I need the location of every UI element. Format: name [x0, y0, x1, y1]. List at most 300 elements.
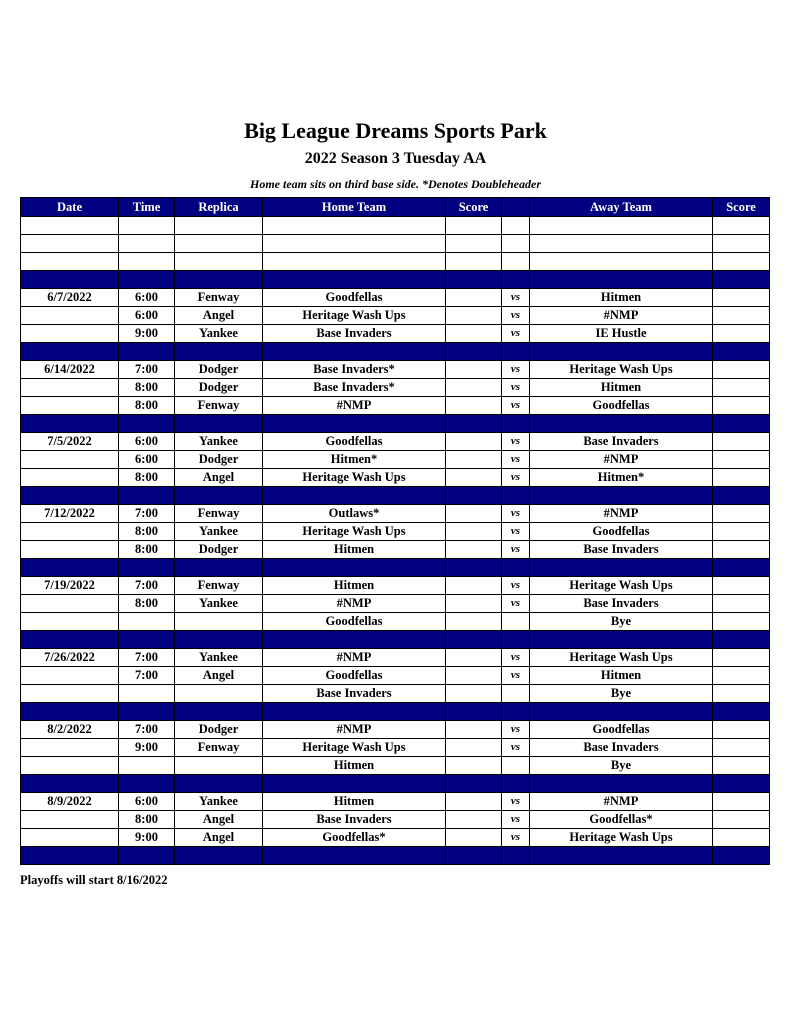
away-score-cell: [713, 271, 770, 289]
column-header-time: Time: [119, 198, 175, 217]
column-header-away-score: Score: [713, 198, 770, 217]
replica-cell: Dodger: [175, 361, 263, 379]
date-cell: [21, 397, 119, 415]
vs-cell: vs: [502, 793, 530, 811]
home-team-cell: [263, 847, 446, 865]
blank-row: [21, 217, 770, 235]
away-team-cell: Goodfellas: [530, 721, 713, 739]
away-score-cell: [713, 469, 770, 487]
away-team-cell: #NMP: [530, 307, 713, 325]
game-row: [21, 541, 770, 559]
replica-cell: Fenway: [175, 397, 263, 415]
home-team-cell: Hitmen*: [263, 451, 446, 469]
away-team-cell: Hitmen: [530, 667, 713, 685]
replica-cell: Yankee: [175, 649, 263, 667]
replica-cell: [175, 757, 263, 775]
home-score-cell: [446, 217, 502, 235]
replica-cell: Fenway: [175, 739, 263, 757]
away-team-cell: [530, 415, 713, 433]
home-team-cell: [263, 631, 446, 649]
date-cell: [21, 487, 119, 505]
home-team-cell: Base Invaders: [263, 685, 446, 703]
home-score-cell: [446, 415, 502, 433]
home-score-cell: [446, 811, 502, 829]
home-team-cell: Goodfellas: [263, 613, 446, 631]
away-team-cell: Base Invaders: [530, 739, 713, 757]
away-team-cell: #NMP: [530, 793, 713, 811]
time-cell: [119, 415, 175, 433]
time-cell: [119, 631, 175, 649]
date-cell: [21, 811, 119, 829]
date-cell: [21, 523, 119, 541]
game-row: [21, 469, 770, 487]
game-row: [21, 595, 770, 613]
away-team-cell: Heritage Wash Ups: [530, 649, 713, 667]
away-score-cell: [713, 595, 770, 613]
time-cell: [119, 613, 175, 631]
replica-cell: [175, 613, 263, 631]
vs-cell: [502, 217, 530, 235]
home-score-cell: [446, 577, 502, 595]
away-team-cell: [530, 253, 713, 271]
home-team-cell: [263, 271, 446, 289]
replica-cell: Dodger: [175, 379, 263, 397]
game-row: [21, 757, 770, 775]
away-score-cell: [713, 235, 770, 253]
home-score-cell: [446, 667, 502, 685]
vs-cell: [502, 613, 530, 631]
replica-cell: Dodger: [175, 541, 263, 559]
game-row: [21, 361, 770, 379]
away-team-cell: [530, 847, 713, 865]
vs-cell: vs: [502, 451, 530, 469]
replica-cell: Yankee: [175, 793, 263, 811]
time-cell: 7:00: [119, 505, 175, 523]
home-team-cell: Hitmen: [263, 757, 446, 775]
home-score-cell: [446, 739, 502, 757]
time-cell: 8:00: [119, 595, 175, 613]
vs-cell: vs: [502, 433, 530, 451]
away-score-cell: [713, 289, 770, 307]
away-score-cell: [713, 541, 770, 559]
home-score-cell: [446, 793, 502, 811]
vs-cell: vs: [502, 667, 530, 685]
home-team-cell: Goodfellas: [263, 433, 446, 451]
blank-row: [21, 235, 770, 253]
time-cell: 7:00: [119, 667, 175, 685]
date-cell: 6/7/2022: [21, 289, 119, 307]
vs-cell: [502, 271, 530, 289]
week-separator-row: [21, 343, 770, 361]
vs-cell: vs: [502, 469, 530, 487]
date-cell: 8/2/2022: [21, 721, 119, 739]
vs-cell: vs: [502, 307, 530, 325]
replica-cell: Yankee: [175, 433, 263, 451]
home-team-cell: [263, 775, 446, 793]
date-cell: [21, 595, 119, 613]
away-team-cell: #NMP: [530, 451, 713, 469]
replica-cell: Dodger: [175, 721, 263, 739]
home-team-cell: Hitmen: [263, 793, 446, 811]
date-cell: [21, 775, 119, 793]
time-cell: 8:00: [119, 541, 175, 559]
replica-cell: Dodger: [175, 451, 263, 469]
home-score-cell: [446, 289, 502, 307]
week-separator-row: [21, 775, 770, 793]
week-separator-row: [21, 559, 770, 577]
time-cell: 6:00: [119, 433, 175, 451]
away-score-cell: [713, 721, 770, 739]
away-score-cell: [713, 325, 770, 343]
time-cell: 9:00: [119, 739, 175, 757]
time-cell: [119, 487, 175, 505]
time-cell: 7:00: [119, 721, 175, 739]
time-cell: 9:00: [119, 829, 175, 847]
away-score-cell: [713, 559, 770, 577]
home-team-cell: Heritage Wash Ups: [263, 523, 446, 541]
away-score-cell: [713, 523, 770, 541]
away-team-cell: Bye: [530, 613, 713, 631]
date-cell: [21, 829, 119, 847]
away-team-cell: Hitmen: [530, 379, 713, 397]
home-score-cell: [446, 541, 502, 559]
game-row: [21, 613, 770, 631]
home-team-cell: [263, 703, 446, 721]
replica-cell: Angel: [175, 829, 263, 847]
date-cell: 7/5/2022: [21, 433, 119, 451]
replica-cell: [175, 775, 263, 793]
home-team-cell: #NMP: [263, 397, 446, 415]
game-row: [21, 721, 770, 739]
date-cell: 6/14/2022: [21, 361, 119, 379]
replica-cell: [175, 253, 263, 271]
away-score-cell: [713, 397, 770, 415]
home-score-cell: [446, 847, 502, 865]
date-cell: [21, 739, 119, 757]
column-header-home-score: Score: [446, 198, 502, 217]
week-separator-row: [21, 415, 770, 433]
away-score-cell: [713, 667, 770, 685]
game-row: [21, 451, 770, 469]
time-cell: 8:00: [119, 379, 175, 397]
date-cell: [21, 559, 119, 577]
replica-cell: [175, 559, 263, 577]
replica-cell: Fenway: [175, 577, 263, 595]
vs-cell: vs: [502, 577, 530, 595]
week-separator-row: [21, 703, 770, 721]
time-cell: 7:00: [119, 361, 175, 379]
away-team-cell: [530, 775, 713, 793]
blank-row: [21, 253, 770, 271]
game-row: [21, 505, 770, 523]
time-cell: 7:00: [119, 649, 175, 667]
away-score-cell: [713, 811, 770, 829]
time-cell: 8:00: [119, 469, 175, 487]
replica-cell: [175, 343, 263, 361]
time-cell: 6:00: [119, 451, 175, 469]
away-score-cell: [713, 631, 770, 649]
away-team-cell: Base Invaders: [530, 595, 713, 613]
away-team-cell: Goodfellas*: [530, 811, 713, 829]
home-score-cell: [446, 685, 502, 703]
away-team-cell: Goodfellas: [530, 523, 713, 541]
away-team-cell: [530, 703, 713, 721]
date-cell: 7/26/2022: [21, 649, 119, 667]
away-score-cell: [713, 649, 770, 667]
vs-cell: [502, 703, 530, 721]
replica-cell: [175, 847, 263, 865]
home-score-cell: [446, 253, 502, 271]
replica-cell: Yankee: [175, 595, 263, 613]
week-separator-row: [21, 487, 770, 505]
game-row: [21, 325, 770, 343]
away-team-cell: Heritage Wash Ups: [530, 577, 713, 595]
vs-cell: vs: [502, 829, 530, 847]
home-score-cell: [446, 595, 502, 613]
game-row: [21, 577, 770, 595]
replica-cell: Fenway: [175, 289, 263, 307]
date-cell: 7/19/2022: [21, 577, 119, 595]
away-score-cell: [713, 613, 770, 631]
week-separator-row: [21, 631, 770, 649]
home-team-cell: [263, 253, 446, 271]
date-cell: [21, 379, 119, 397]
date-cell: [21, 703, 119, 721]
date-cell: [21, 847, 119, 865]
away-team-cell: Heritage Wash Ups: [530, 361, 713, 379]
table-header-row: [21, 198, 770, 217]
replica-cell: [175, 235, 263, 253]
home-score-cell: [446, 757, 502, 775]
away-score-cell: [713, 343, 770, 361]
time-cell: [119, 703, 175, 721]
vs-cell: vs: [502, 541, 530, 559]
home-team-cell: [263, 235, 446, 253]
away-team-cell: Heritage Wash Ups: [530, 829, 713, 847]
home-score-cell: [446, 397, 502, 415]
away-team-cell: Bye: [530, 757, 713, 775]
vs-cell: [502, 559, 530, 577]
home-score-cell: [446, 829, 502, 847]
away-team-cell: Hitmen*: [530, 469, 713, 487]
home-team-cell: Base Invaders*: [263, 379, 446, 397]
replica-cell: [175, 703, 263, 721]
vs-cell: [502, 235, 530, 253]
away-team-cell: #NMP: [530, 505, 713, 523]
replica-cell: Fenway: [175, 505, 263, 523]
away-team-cell: [530, 559, 713, 577]
home-score-cell: [446, 235, 502, 253]
date-cell: [21, 325, 119, 343]
date-cell: [21, 685, 119, 703]
date-cell: [21, 541, 119, 559]
home-team-cell: Hitmen: [263, 541, 446, 559]
away-score-cell: [713, 487, 770, 505]
home-score-cell: [446, 703, 502, 721]
away-score-cell: [713, 757, 770, 775]
replica-cell: [175, 271, 263, 289]
home-team-cell: Hitmen: [263, 577, 446, 595]
replica-cell: Angel: [175, 667, 263, 685]
away-team-cell: [530, 487, 713, 505]
game-row: [21, 379, 770, 397]
footer-note: Playoffs will start 8/16/2022: [20, 873, 168, 887]
date-cell: [21, 469, 119, 487]
week-separator-row: [21, 271, 770, 289]
home-score-cell: [446, 343, 502, 361]
time-cell: [119, 685, 175, 703]
time-cell: [119, 757, 175, 775]
away-team-cell: [530, 271, 713, 289]
home-score-cell: [446, 505, 502, 523]
away-team-cell: Hitmen: [530, 289, 713, 307]
time-cell: 7:00: [119, 577, 175, 595]
date-cell: [21, 253, 119, 271]
game-row: [21, 307, 770, 325]
home-team-cell: [263, 487, 446, 505]
column-header-date: Date: [21, 198, 119, 217]
away-team-cell: Base Invaders: [530, 541, 713, 559]
home-team-cell: Base Invaders: [263, 325, 446, 343]
time-cell: 8:00: [119, 523, 175, 541]
game-row: [21, 289, 770, 307]
away-score-cell: [713, 505, 770, 523]
schedule-note: Home team sits on third base side. *Denotes Doubleheader: [250, 177, 541, 191]
vs-cell: [502, 685, 530, 703]
vs-cell: vs: [502, 505, 530, 523]
away-team-cell: Goodfellas: [530, 397, 713, 415]
replica-cell: [175, 685, 263, 703]
time-cell: 8:00: [119, 397, 175, 415]
home-score-cell: [446, 451, 502, 469]
vs-cell: [502, 253, 530, 271]
vs-cell: [502, 775, 530, 793]
home-team-cell: Goodfellas: [263, 667, 446, 685]
time-cell: [119, 559, 175, 577]
home-score-cell: [446, 631, 502, 649]
vs-cell: vs: [502, 649, 530, 667]
home-team-cell: [263, 559, 446, 577]
replica-cell: Yankee: [175, 325, 263, 343]
home-team-cell: #NMP: [263, 721, 446, 739]
date-cell: [21, 757, 119, 775]
away-score-cell: [713, 379, 770, 397]
game-row: [21, 811, 770, 829]
home-score-cell: [446, 613, 502, 631]
replica-cell: Angel: [175, 811, 263, 829]
home-score-cell: [446, 325, 502, 343]
home-score-cell: [446, 559, 502, 577]
vs-cell: vs: [502, 739, 530, 757]
away-score-cell: [713, 451, 770, 469]
game-row: [21, 667, 770, 685]
vs-cell: [502, 343, 530, 361]
date-cell: [21, 271, 119, 289]
away-score-cell: [713, 703, 770, 721]
game-row: [21, 433, 770, 451]
home-team-cell: #NMP: [263, 595, 446, 613]
date-cell: [21, 667, 119, 685]
page-subtitle: 2022 Season 3 Tuesday AA: [304, 150, 487, 167]
date-cell: [21, 307, 119, 325]
away-team-cell: Bye: [530, 685, 713, 703]
home-team-cell: Goodfellas: [263, 289, 446, 307]
date-cell: [21, 415, 119, 433]
time-cell: [119, 217, 175, 235]
home-score-cell: [446, 721, 502, 739]
vs-cell: [502, 415, 530, 433]
home-score-cell: [446, 433, 502, 451]
home-score-cell: [446, 379, 502, 397]
game-row: [21, 649, 770, 667]
replica-cell: [175, 217, 263, 235]
home-score-cell: [446, 307, 502, 325]
away-team-cell: [530, 235, 713, 253]
time-cell: [119, 253, 175, 271]
home-team-cell: Heritage Wash Ups: [263, 469, 446, 487]
home-team-cell: Heritage Wash Ups: [263, 739, 446, 757]
time-cell: 8:00: [119, 811, 175, 829]
replica-cell: [175, 631, 263, 649]
date-cell: [21, 235, 119, 253]
away-score-cell: [713, 307, 770, 325]
away-score-cell: [713, 775, 770, 793]
away-score-cell: [713, 847, 770, 865]
page-title: Big League Dreams Sports Park: [244, 118, 547, 143]
replica-cell: [175, 415, 263, 433]
time-cell: [119, 847, 175, 865]
schedule-table: [20, 197, 770, 865]
time-cell: [119, 271, 175, 289]
time-cell: 6:00: [119, 289, 175, 307]
replica-cell: [175, 487, 263, 505]
column-header-away-team: Away Team: [530, 198, 713, 217]
replica-cell: Angel: [175, 469, 263, 487]
away-score-cell: [713, 415, 770, 433]
vs-cell: [502, 487, 530, 505]
week-separator-row: [21, 847, 770, 865]
away-score-cell: [713, 361, 770, 379]
away-score-cell: [713, 739, 770, 757]
away-team-cell: [530, 217, 713, 235]
vs-cell: [502, 631, 530, 649]
home-team-cell: Heritage Wash Ups: [263, 307, 446, 325]
vs-cell: vs: [502, 379, 530, 397]
home-team-cell: Base Invaders: [263, 811, 446, 829]
date-cell: 8/9/2022: [21, 793, 119, 811]
time-cell: 6:00: [119, 307, 175, 325]
game-row: [21, 793, 770, 811]
game-row: [21, 397, 770, 415]
replica-cell: Angel: [175, 307, 263, 325]
vs-cell: vs: [502, 811, 530, 829]
column-header-replica: Replica: [175, 198, 263, 217]
replica-cell: Yankee: [175, 523, 263, 541]
game-row: [21, 739, 770, 757]
vs-cell: vs: [502, 361, 530, 379]
home-team-cell: [263, 415, 446, 433]
away-score-cell: [713, 217, 770, 235]
game-row: [21, 685, 770, 703]
date-cell: [21, 613, 119, 631]
home-score-cell: [446, 271, 502, 289]
time-cell: 6:00: [119, 793, 175, 811]
vs-cell: vs: [502, 397, 530, 415]
home-team-cell: #NMP: [263, 649, 446, 667]
away-score-cell: [713, 433, 770, 451]
home-team-cell: Outlaws*: [263, 505, 446, 523]
game-row: [21, 523, 770, 541]
